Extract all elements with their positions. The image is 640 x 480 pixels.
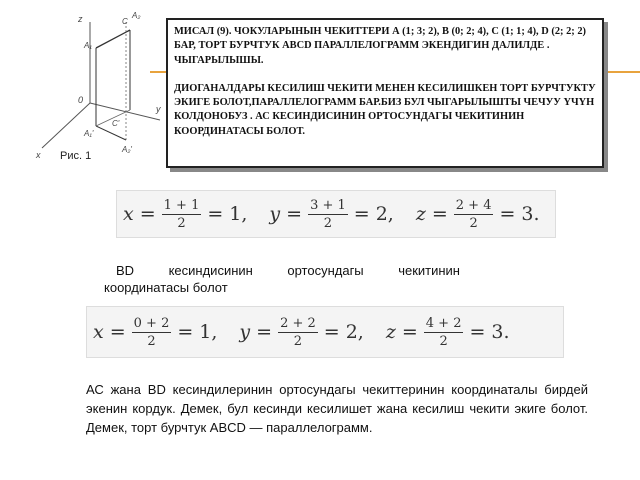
label-a1-prime: A₁' xyxy=(84,129,94,138)
segment-a1p-a2p xyxy=(96,126,126,140)
label-c: C xyxy=(122,17,128,26)
formula-bd-z: z = $\frac{4 + 2}{2}$ = 3. xyxy=(385,315,510,349)
label-origin: 0 xyxy=(78,95,84,105)
label-y: y xyxy=(156,104,161,114)
bd-line-2: координатасы болот xyxy=(104,280,228,295)
formula-ac-x: x = $\frac{1 + 1}{2}$ = 1, xyxy=(123,197,248,231)
formula-bd-y: y = $\frac{2 + 2}{2}$ = 2, xyxy=(239,315,364,349)
bd-word-2: кесиндисинин xyxy=(168,263,253,278)
label-c-prime: C' xyxy=(112,119,120,128)
bd-word-1: BD xyxy=(116,263,135,278)
conclusion-text: АС жана BD кесиндилеринин ортосундагы чекиттеринин координаталы бирдей экенин кордук. Демек, бул кесинди кесилишет жана кесилиш чекити экиге болот. Демек, торт бурчтук ABCD — параллелограмм. xyxy=(86,382,588,435)
formula-ac-y: y = $\frac{3 + 1}{2}$ = 2, xyxy=(269,197,394,231)
label-a2-prime: A₂' xyxy=(122,145,132,154)
label-a2: A₂ xyxy=(132,11,141,20)
formula-bd-x: x = $\frac{0 + 2}{2}$ = 1, xyxy=(93,315,218,349)
solution-explanation: ДИОГАНАЛДАРЫ КЕСИЛИШ ЧЕКИТИ МЕНЕН КЕСИЛИШКЕН ТОРТ БУРЧТУКТУ ЭКИГЕ БОЛОТ,ПАРАЛЛЕЛОГРАММ БАР.БИЗ БУЛ ЧЫГАРЫЛЫШТЫ ЧЕЧУУ ҮЧҮН КОЛДОНОБУЗ . АС КЕСИНДИСИНИН ОРТОСУНДАГЫ ЧЕКИТИНИН КООРДИНАТАСЫ БОЛОТ. xyxy=(174,82,596,137)
coordinate-figure xyxy=(28,8,168,170)
y-axis xyxy=(90,103,160,120)
formula-ac-z: z = $\frac{2 + 4}{2}$ = 3. xyxy=(415,197,540,231)
problem-statement-box xyxy=(166,18,604,168)
figure-caption: Рис. 1 xyxy=(60,150,92,162)
segment-a1-c xyxy=(96,30,130,48)
solution-heading: ЧЫГАРЫЛЫШЫ. xyxy=(174,54,264,66)
formula-bd-midpoint xyxy=(86,306,564,358)
label-z: z xyxy=(78,14,83,24)
formula-ac-midpoint xyxy=(116,190,556,238)
bd-word-3: ортосундагы xyxy=(287,263,364,278)
problem-condition: МИСАЛ (9). ЧОКУЛАРЫНЫН ЧЕКИТТЕРИ А (1; 3; 2), В (0; 2; 4), С (1; 1; 4), D (2; 2; 2) БАР, ТОРТ БУРЧТУК ABCD ПАРАЛЛЕЛОГРАММ ЭКЕНДИГИН ДАЛИЛДЕ . xyxy=(174,26,586,52)
bd-midpoint-text xyxy=(104,262,460,296)
x-axis xyxy=(42,103,90,148)
label-x: x xyxy=(36,150,41,160)
label-a1: A₁ xyxy=(84,41,92,50)
bd-word-4: чекитинин xyxy=(398,263,460,278)
